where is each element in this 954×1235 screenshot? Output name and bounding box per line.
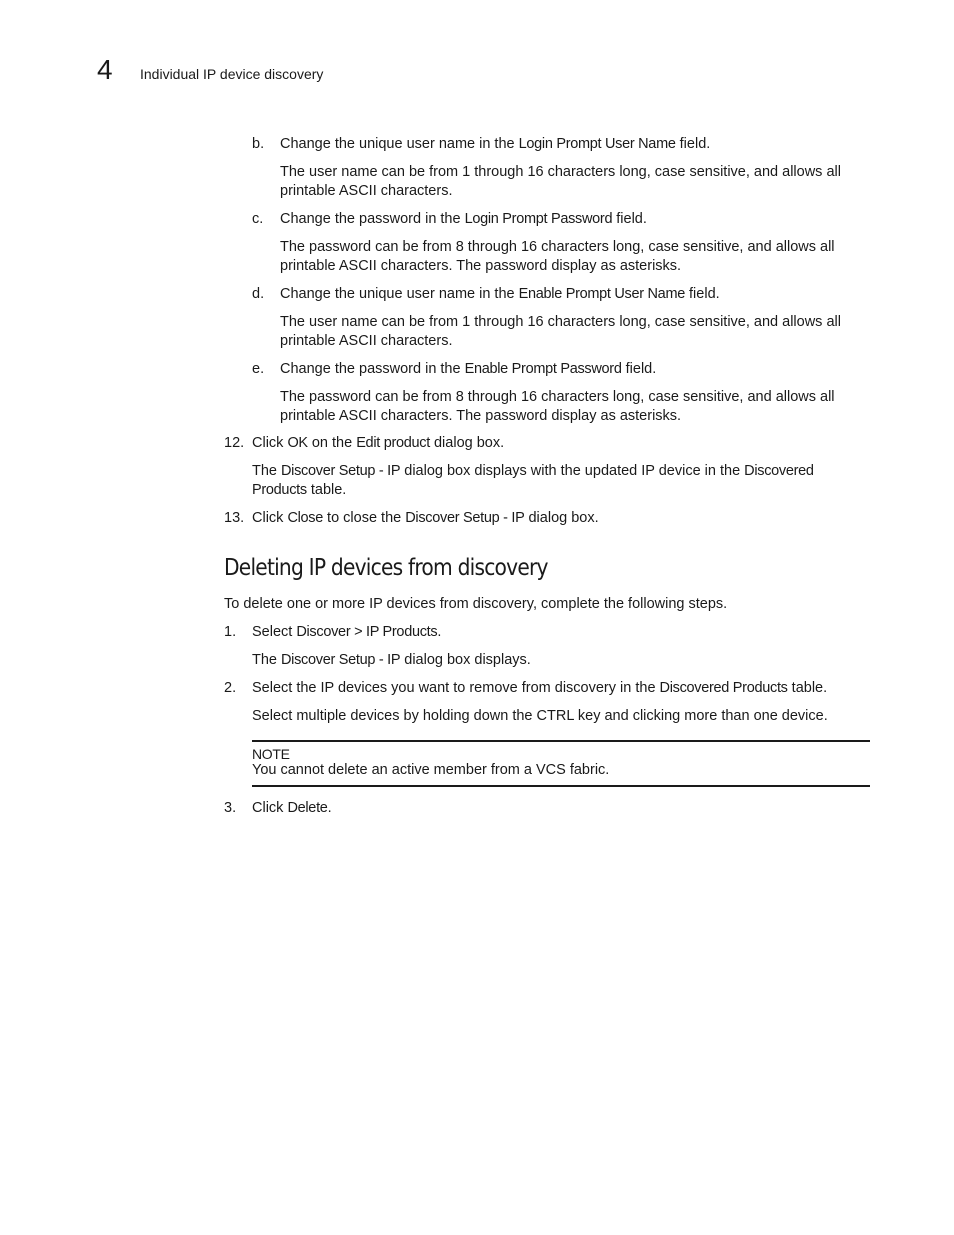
text: field.: [675, 136, 711, 152]
step-e-desc-line1: The password can be from 8 through 16 characters long, case sensitive, and allows all: [280, 389, 835, 405]
text: dialog box.: [524, 510, 599, 526]
del-step-2-tip: Select multiple devices by holding down the CTRL key and clicking more than one device.: [252, 708, 828, 724]
step-c-marker: c.: [252, 211, 264, 227]
step-e-marker: e.: [252, 361, 265, 377]
field-name: Login Prompt User Name: [518, 136, 676, 152]
text: The: [252, 463, 282, 479]
step-b-marker: b.: [252, 136, 265, 152]
del-step-3-instruction: [252, 799, 332, 818]
dialog-name: Discover Setup - IP: [281, 463, 401, 479]
text: to close the: [323, 510, 406, 526]
step-b-instruction: [280, 135, 710, 154]
text: dialog box displays with the updated IP device in the: [400, 463, 745, 479]
text: dialog box displays.: [400, 652, 531, 668]
text: table.: [306, 482, 347, 498]
step-d-desc-line2: printable ASCII characters.: [280, 333, 453, 349]
text: Click: [252, 435, 288, 451]
menu-path: Discover > IP Products: [296, 624, 438, 640]
del-step-3-marker: 3.: [224, 800, 237, 816]
delete-button-ref: Delete: [287, 800, 328, 816]
text: .: [437, 624, 442, 640]
note-text: You cannot delete an active member from a VCS fabric.: [252, 762, 610, 778]
text: Select: [252, 624, 297, 640]
chapter-title: Individual IP device discovery: [140, 66, 324, 82]
del-step-1-instruction: [252, 623, 441, 642]
ok-button-ref: OK: [287, 435, 308, 451]
step-b-desc-line1: The user name can be from 1 through 16 characters long, case sensitive, and allows all: [280, 164, 841, 180]
step-12-instruction: [252, 434, 504, 453]
text: .: [327, 800, 332, 816]
step-d-desc-line1: The user name can be from 1 through 16 characters long, case sensitive, and allows all: [280, 314, 841, 330]
step-13-marker: 13.: [224, 510, 245, 526]
field-name: Enable Prompt User Name: [518, 286, 685, 302]
step-12-result-line2: [252, 481, 346, 500]
field-name: Login Prompt Password: [464, 211, 613, 227]
close-button-ref: Close: [287, 510, 324, 526]
dialog-name: Discover Setup - IP: [281, 652, 401, 668]
step-c-instruction: [280, 210, 647, 229]
note-label: NOTE: [252, 746, 290, 762]
step-12-result-line1: [252, 462, 814, 481]
text: Select the IP devices you want to remove from discovery in the: [252, 680, 660, 696]
table-name: Products: [252, 482, 307, 498]
field-name: Enable Prompt Password: [464, 361, 622, 377]
section-heading: Deleting IP devices from discovery: [224, 555, 548, 581]
step-b-desc-line2: printable ASCII characters.: [280, 183, 453, 199]
table-name: Discovered Products: [659, 680, 788, 696]
del-step-2-instruction: [252, 679, 827, 698]
step-e-instruction: [280, 360, 656, 379]
text: field.: [621, 361, 657, 377]
chapter-number: 4: [97, 54, 113, 85]
text: Change the unique user name in the: [280, 286, 519, 302]
dialog-name: Discover Setup - IP: [405, 510, 525, 526]
text: table.: [787, 680, 828, 696]
table-name: Discovered: [744, 463, 814, 479]
step-13-instruction: [252, 509, 599, 528]
del-step-1-marker: 1.: [224, 624, 237, 640]
step-d-instruction: [280, 285, 720, 304]
step-e-desc-line2: printable ASCII characters. The password display as asterisks.: [280, 408, 682, 424]
text: Change the password in the: [280, 361, 465, 377]
text: Change the unique user name in the: [280, 136, 519, 152]
text: field.: [685, 286, 720, 302]
text: field.: [612, 211, 647, 227]
text: on the: [307, 435, 357, 451]
text: dialog box.: [429, 435, 505, 451]
dialog-name: Edit product: [356, 435, 430, 451]
step-c-desc-line1: The password can be from 8 through 16 characters long, case sensitive, and allows all: [280, 239, 835, 255]
text: Click: [252, 510, 288, 526]
text: The: [252, 652, 282, 668]
del-step-2-marker: 2.: [224, 680, 237, 696]
del-step-1-result: [252, 651, 531, 670]
text: Click: [252, 800, 288, 816]
step-12-marker: 12.: [224, 435, 245, 451]
text: Change the password in the: [280, 211, 465, 227]
section-intro: To delete one or more IP devices from discovery, complete the following steps.: [224, 596, 728, 612]
step-c-desc-line2: printable ASCII characters. The password display as asterisks.: [280, 258, 682, 274]
step-d-marker: d.: [252, 286, 265, 302]
note-bottom-rule: [252, 785, 870, 787]
note-top-rule: [252, 740, 870, 742]
